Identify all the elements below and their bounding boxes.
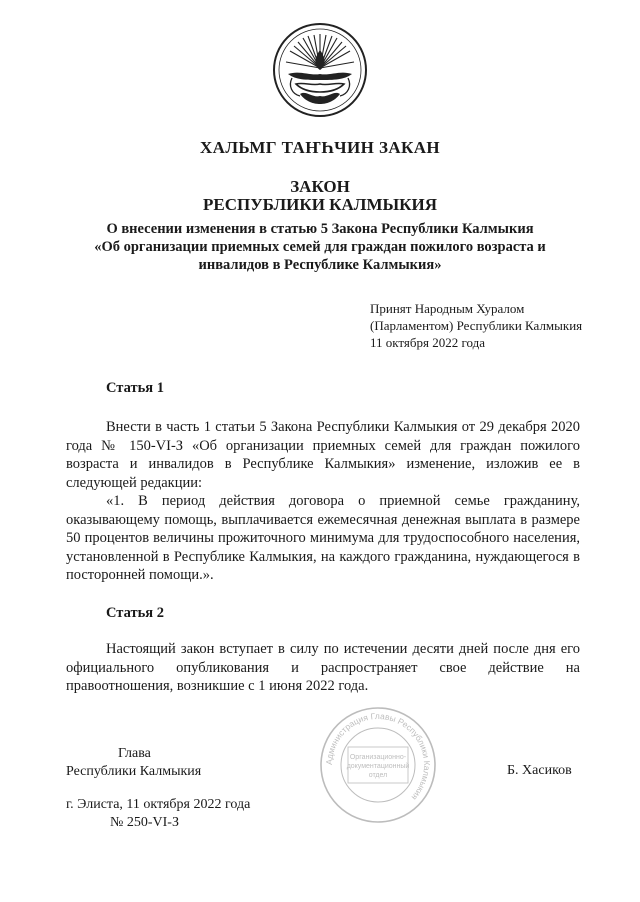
official-stamp-icon bbox=[318, 705, 438, 825]
law-subject bbox=[0, 220, 640, 274]
signatory-name: Б. Хасиков bbox=[507, 763, 572, 778]
stamp-ring-text: Администрация Главы Республики Калмыкия bbox=[323, 710, 433, 803]
article-1-body bbox=[66, 418, 580, 585]
article-2-paragraph: Настоящий закон вступает в силу по истечении десяти дней после дня его официального опубликования и распространяет свое действие на правоотношения, возникшие с 1 июня 2022 года. bbox=[66, 641, 580, 694]
article-1-paragraph: Внести в часть 1 статьи 5 Закона Республики Калмыкия от 29 декабря 2020 года № 150-VI-З «Об организации приемных семей для граждан пожилого возраста и инвалидов в Республике Калмыкия» изменение, изложив ее в следующей редакции: bbox=[66, 419, 580, 491]
stamp-center-line: документационный bbox=[346, 763, 410, 770]
stamp-center-line: отдел bbox=[368, 772, 388, 779]
stamp-center-line: Организационно- bbox=[349, 754, 407, 761]
adoption-date: 11 октября 2022 года bbox=[370, 335, 486, 350]
article-2-heading: Статья 2 bbox=[106, 605, 164, 621]
signatory-title bbox=[66, 745, 201, 781]
place-and-number bbox=[66, 796, 250, 832]
law-subject-line: инвалидов в Республике Калмыкия» bbox=[198, 257, 442, 273]
adoption-note bbox=[370, 300, 620, 351]
kalmykia-coat-of-arms-icon bbox=[270, 20, 370, 120]
law-subject-line: О внесении изменения в статью 5 Закона Республики Калмыкия bbox=[106, 221, 534, 237]
article-1-heading: Статья 1 bbox=[106, 380, 164, 396]
signatory-role: Глава bbox=[118, 746, 151, 761]
adoption-line: (Парламентом) Республики Калмыкия bbox=[370, 318, 583, 333]
article-1-quoted-paragraph: «1. В период действия договора о приемной семье гражданину, оказывающему помощь, выплачивается ежемесячная денежная выплата в размере 50 процентов величины прожиточного минимума для трудоспособного населения, установленной в Республике Калмыкия, на каждого гражданина, нуждающегося в посторонней помощи.». bbox=[66, 493, 580, 583]
law-subject-line: «Об организации приемных семей для граждан пожилого возраста и bbox=[94, 239, 546, 255]
law-title-line: РЕСПУБЛИКИ КАЛМЫКИЯ bbox=[202, 195, 438, 214]
article-2-body bbox=[66, 640, 580, 696]
place-date: г. Элиста, 11 октября 2022 года bbox=[66, 797, 251, 812]
law-title-line: ЗАКОН bbox=[290, 177, 350, 196]
signatory-role: Республики Калмыкия bbox=[66, 764, 202, 779]
law-number: № 250-VI-З bbox=[110, 815, 179, 830]
law-title bbox=[0, 178, 640, 214]
kalmyk-law-title: ХАЛЬМГ ТАҤҺЧИН ЗАКАН bbox=[199, 138, 441, 157]
adoption-line: Принят Народным Хуралом bbox=[370, 301, 525, 316]
